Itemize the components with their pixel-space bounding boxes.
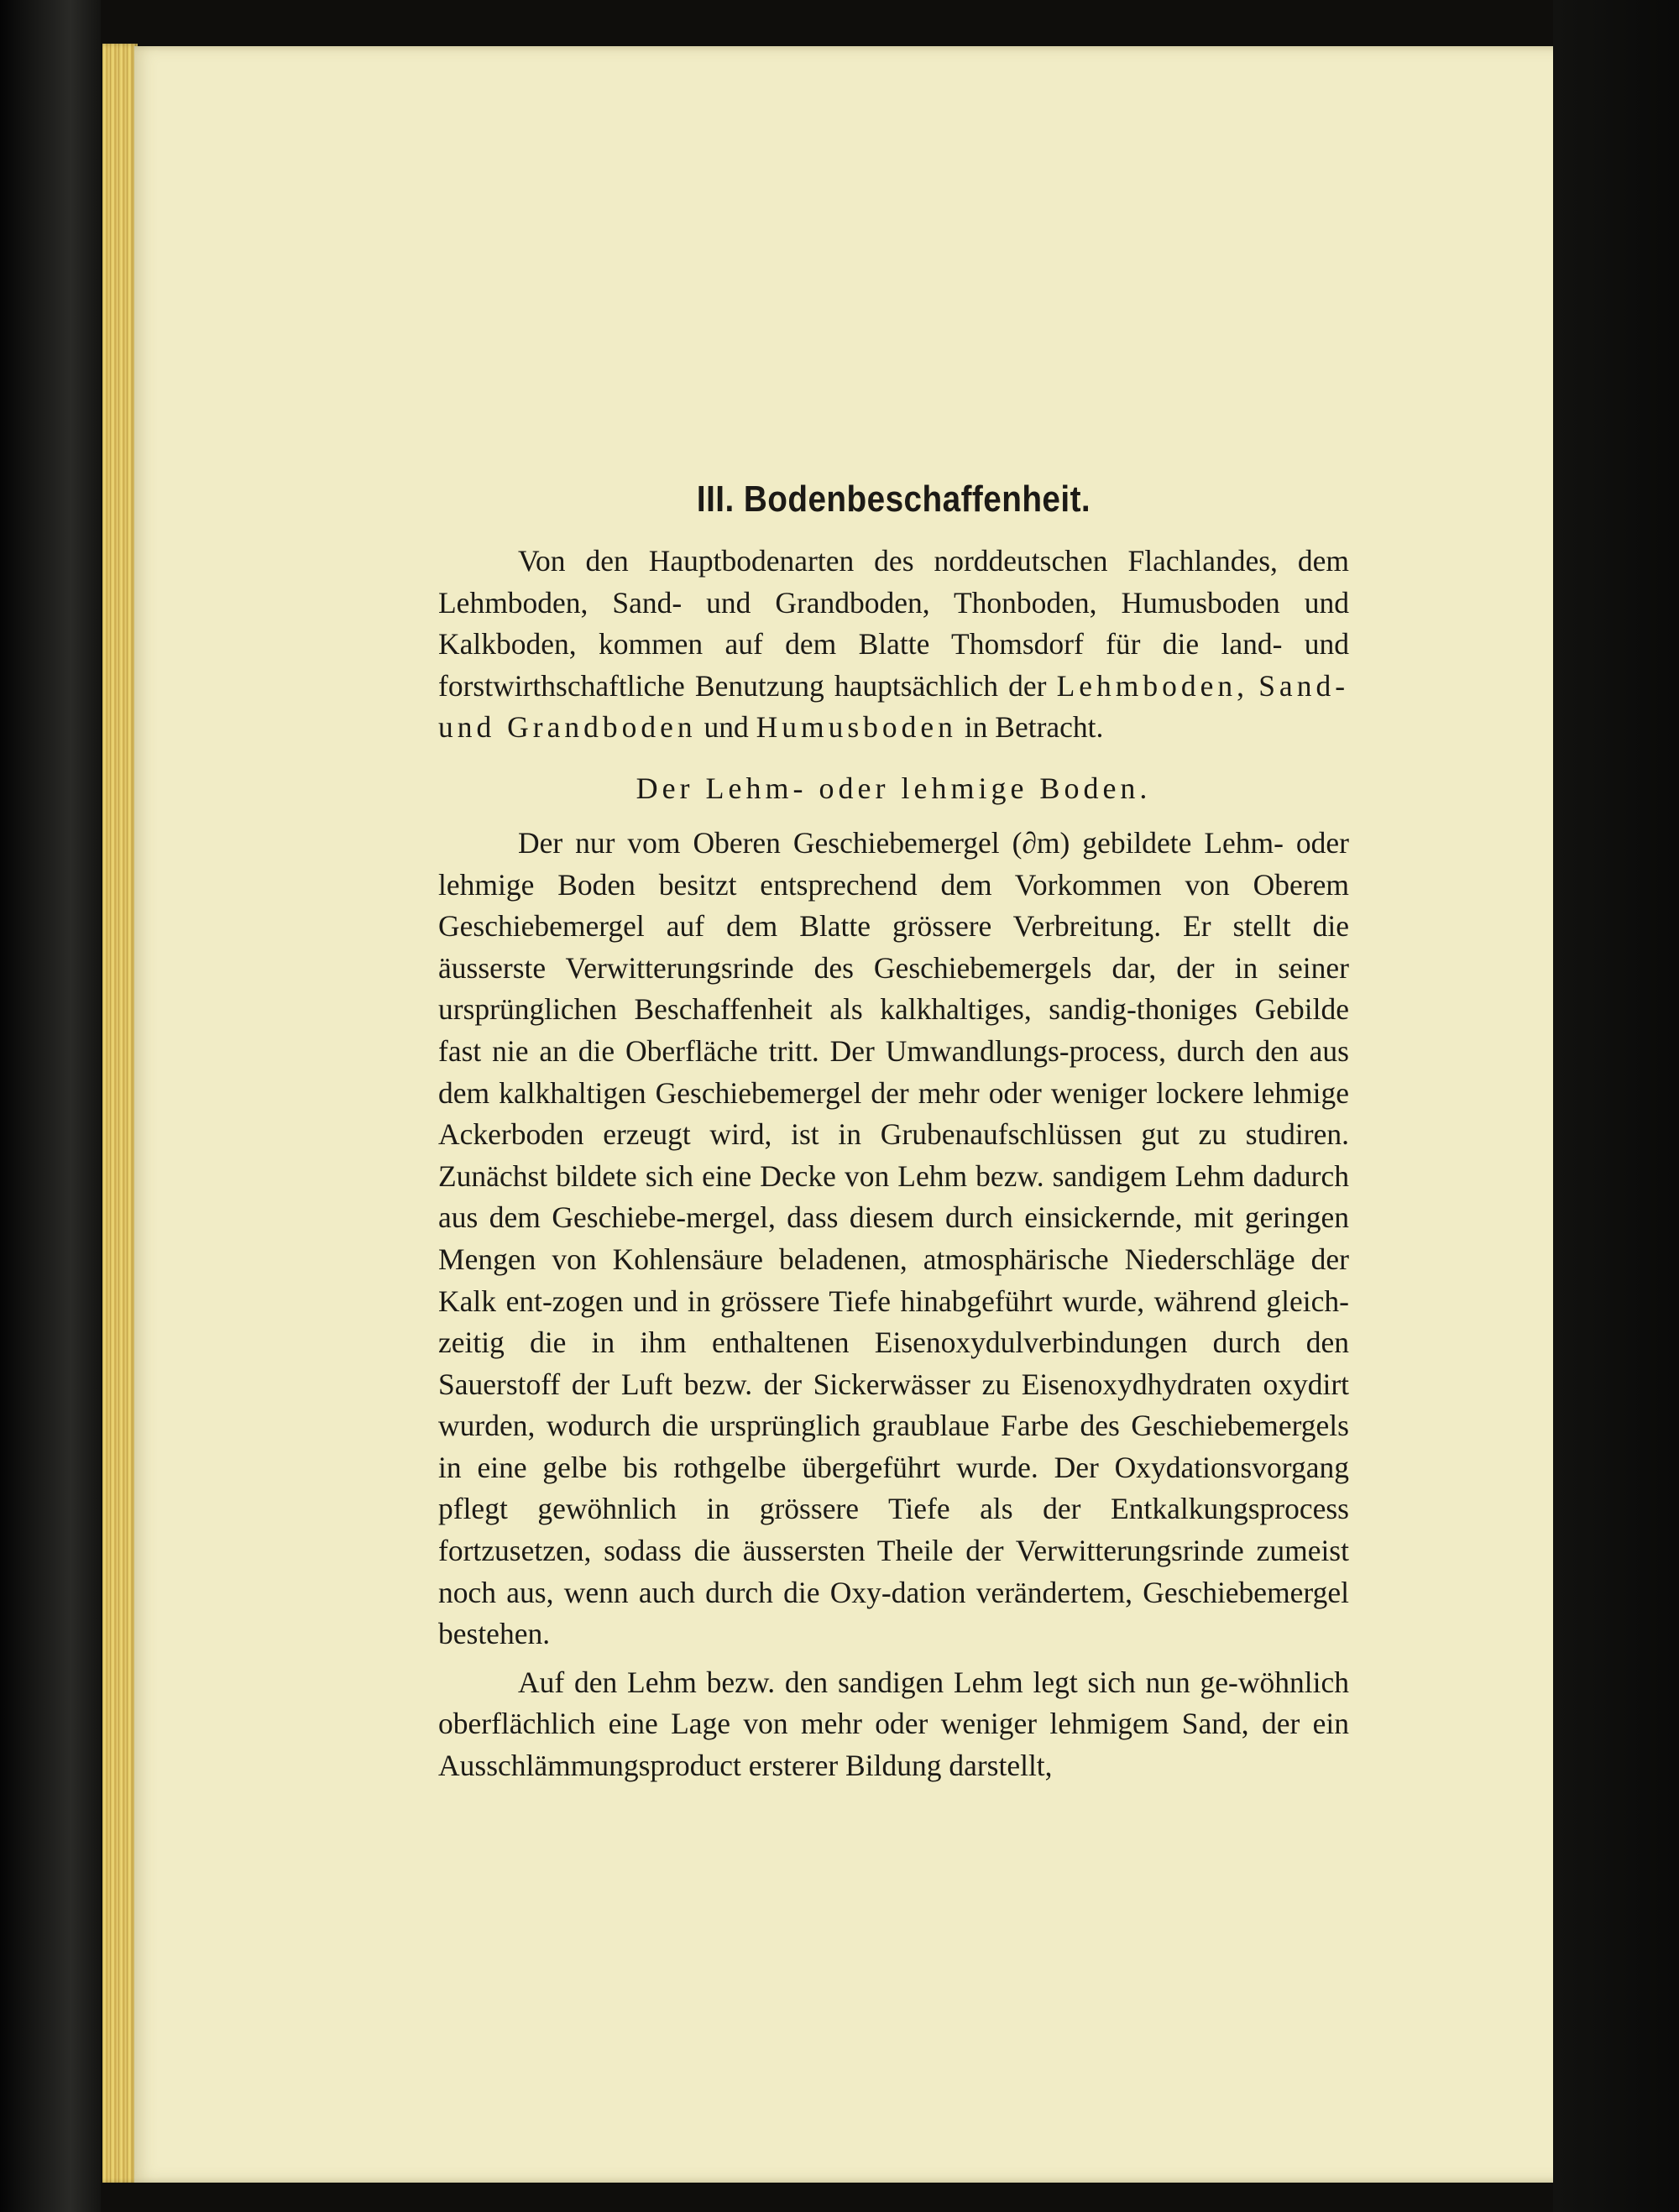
page-content (438, 478, 1349, 1787)
intro-conjunction: und (696, 710, 756, 745)
paragraph-lehmiger-sand: Auf den Lehm bezw. den sandigen Lehm legt sich nun ge-wöhnlich oberflächlich eine Lage von mehr oder weniger lehmigem Sand, der ein Ausschlämmungsproduct ersterer Bildung darstellt, (438, 1665, 1349, 1783)
intro-line-3: Kalkboden, kommen auf dem Blatte Thomsdorf für die land- und (438, 627, 1349, 662)
intro-line-1: Von den Hauptbodenarten des norddeutschen Flachlandes, dem (518, 544, 1349, 578)
book-cover-left (0, 0, 101, 2212)
subheading-lehmboden: Der Lehm- oder lehmige Boden. (636, 771, 1152, 805)
term-lehmboden: Lehmboden, (1056, 668, 1249, 703)
intro-end: in Betracht. (956, 710, 1104, 745)
scan-background-right (1553, 0, 1679, 2212)
section-heading: III. Bodenbeschaffenheit. (696, 478, 1091, 520)
paragraph-lehmboden: Der nur vom Oberen Geschiebemergel (∂m) gebildete Lehm- oder lehmige Boden besitzt entsprechend dem Vorkommen von Oberem Geschiebemergel auf dem Blatte grössere Verbreitung. Er stellt die äusserste Verwitterungsrinde des Geschiebemergels dar, der in seiner ursprünglichen Beschaffenheit als kalkhaltiges, sandig-thoniges Gebilde fast nie an die Oberfläche tritt. Der Umwandlungs-process, durch den aus dem kalkhaltigen Geschiebemergel der mehr oder weniger lockere lehmige Ackerboden erzeugt wird, ist in Grubenaufschlüssen gut zu studiren. Zunächst bildete sich eine Decke von Lehm bezw. sandigem Lehm dadurch aus dem Geschiebe-mergel, dass diesem durch einsickernde, mit geringen Mengen von Kohlensäure beladenen, atmosphärische Niederschläge der Kalk ent-zogen und in grössere Tiefe hinabgeführt wurde, während gleich-zeitig die in ihm enthaltenen Eisenoxydulverbindungen durch den Sauerstoff der Luft bezw. der Sickerwässer zu Eisenoxydhydraten oxydirt wurden, wodurch die ursprünglich graublaue Farbe des Geschiebemergels in eine gelbe bis rothgelbe übergeführt wurde. Der Oxydationsvorgang pflegt gewöhnlich in grössere Tiefe als der Entkalkungsprocess fortzusetzen, sodass die äussersten Theile der Verwitterungsrinde zumeist noch aus, wenn auch durch die Oxy-dation verändertem, Geschiebemergel bestehen. (438, 825, 1349, 1651)
term-sand-grandboden: Sand- und Grandboden (438, 668, 1350, 745)
intro-line-4: forstwirthschaftliche Benutzung hauptsächlich der (438, 668, 1057, 703)
gilded-page-edges (102, 44, 138, 2183)
term-humusboden: Humusboden (756, 710, 957, 745)
intro-line-2: Lehmboden, Sand- und Grandboden, Thonboden, Humusboden und (438, 585, 1349, 620)
intro-paragraph (438, 541, 1349, 749)
